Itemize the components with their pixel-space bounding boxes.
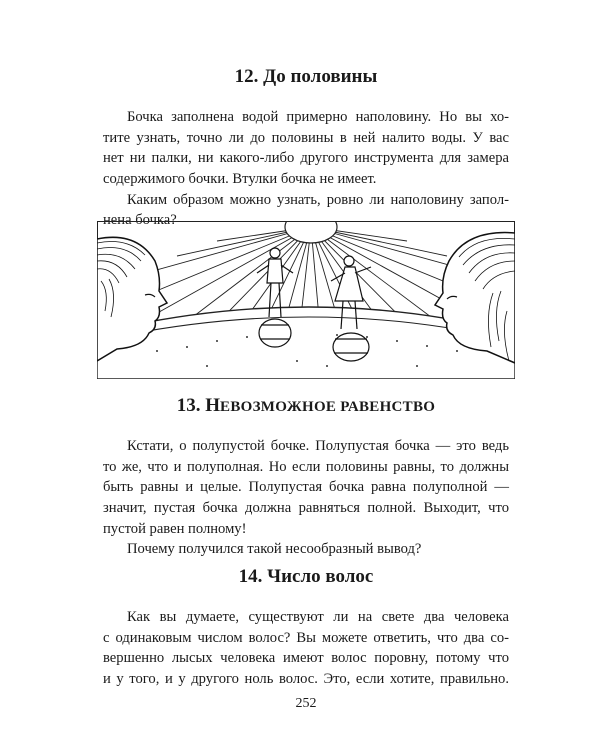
section-12-title: 12. До половины	[234, 66, 378, 87]
page-number: 252	[295, 696, 317, 711]
section-14-text	[103, 607, 509, 690]
section-14-title: 14. Число волос	[238, 566, 374, 587]
section-13-text	[103, 436, 509, 560]
text-line: и у того, и у другого ноль волос. Это, если хотите, правильно.	[103, 671, 509, 688]
text-line: Кстати, о полупустой бочке. Полупустая бочка — это ведь	[127, 438, 509, 454]
text-line: быть равны и целые. Полупустая бочка равна полуполной —	[103, 479, 509, 496]
text-line: то же, что и полуполная. Но если половины равны, то должны	[103, 458, 509, 475]
section-13-title-main: 13. Н	[176, 395, 221, 416]
book-page	[103, 0, 509, 750]
text-line: содержимого бочки. Втулки бочка не имеет.	[103, 171, 377, 188]
section-12-text	[103, 107, 509, 231]
text-line: Как вы думаете, существуют ли на свете два человека	[127, 609, 509, 625]
text-line: значит, пустая бочка должна равняться полной. Выходит, что	[103, 500, 509, 517]
section-13-title	[103, 395, 509, 418]
text-line: вершенно лысых человека имеют волос поровну, потому что	[103, 650, 509, 667]
text-line: Почему получился такой несообразный вывод?	[127, 541, 422, 558]
illustration-barrels	[97, 221, 515, 379]
text-line: Каким образом можно узнать, ровно ли наполовину запол-	[127, 191, 509, 208]
text-line: Бочка заполнена водой примерно наполовину. Но вы хо-	[127, 109, 509, 125]
text-line: с одинаковым числом волос? Вы можете ответить, что два со-	[103, 629, 509, 646]
text-line: нет ни палки, ни какого-либо другого инструмента для замера	[103, 150, 509, 167]
text-line: пустой равен полному!	[103, 520, 247, 537]
section-13-title-rest: ЕВОЗМОЖНОЕ РАВЕНСТВО	[220, 399, 436, 415]
text-line: нена бочка?	[103, 212, 177, 229]
text-line: тите узнать, точно ли до половины в ней налито воды. У вас	[103, 129, 509, 146]
